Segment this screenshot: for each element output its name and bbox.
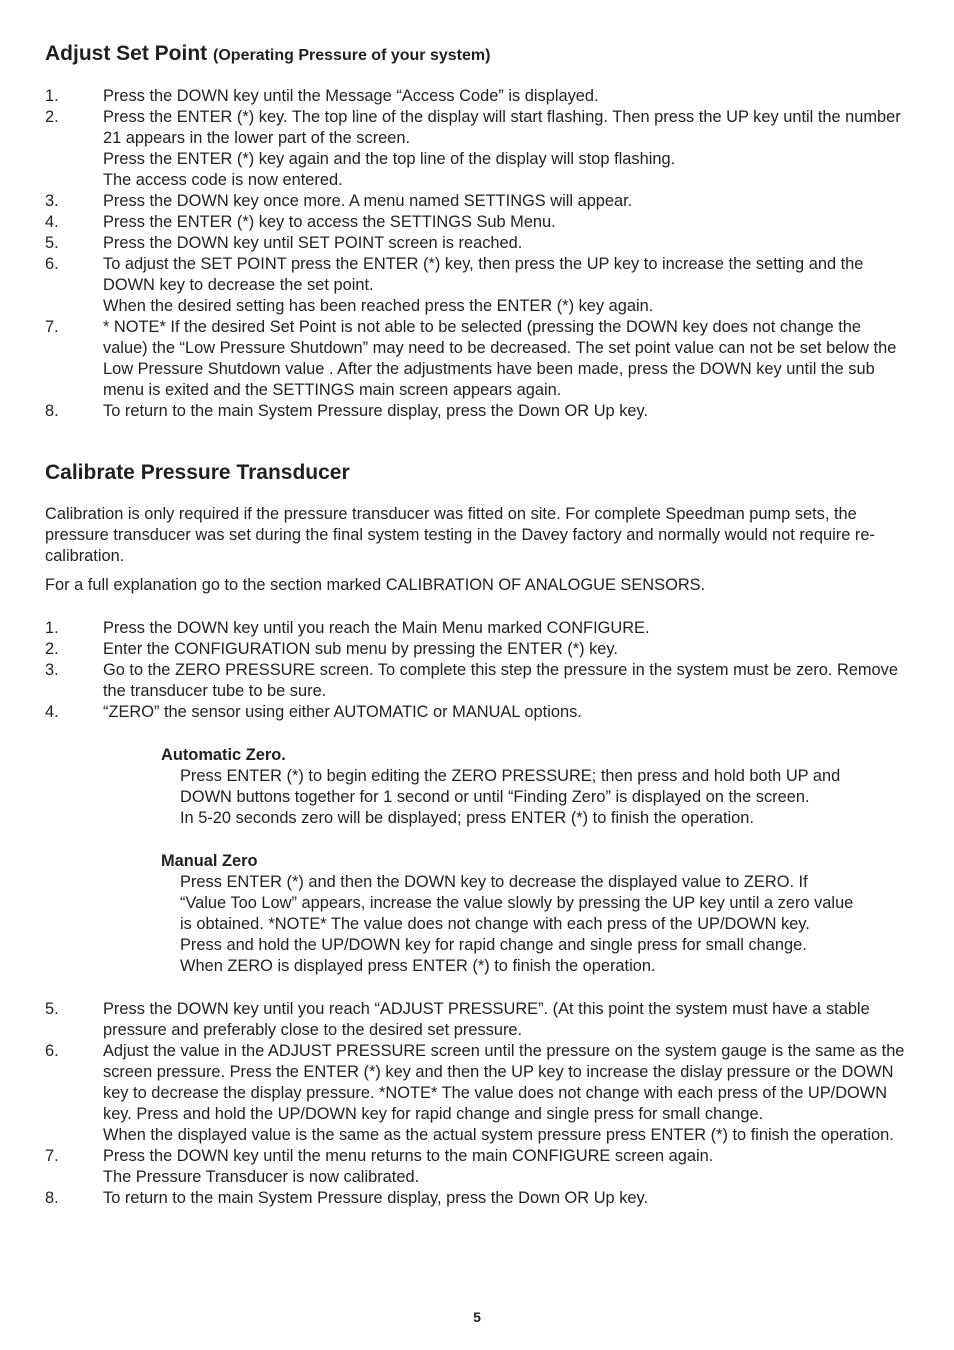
list-item — [45, 191, 910, 212]
step-text: Enter the CONFIGURATION sub menu by pressing the ENTER (*) key. — [103, 640, 618, 658]
list-item — [45, 999, 910, 1041]
step-number: 3. — [45, 192, 59, 210]
step-text: Press the ENTER (*) key to access the SETTINGS Sub Menu. — [103, 213, 556, 231]
list-item — [45, 212, 910, 233]
list-item — [45, 702, 910, 723]
automatic-zero-block — [45, 745, 910, 829]
list-item — [45, 1188, 910, 1209]
step-text: Press the DOWN key until you reach the Main Menu marked CONFIGURE. — [103, 619, 650, 637]
section-adjust-set-point — [45, 40, 910, 70]
step-number: 2. — [45, 640, 59, 658]
step-number: 1. — [45, 87, 59, 105]
list-item — [45, 1146, 910, 1188]
step-text: Press the ENTER (*) key. The top line of the display will start flashing. Then press the UP key until the number 21 appears in the lower part of the screen. — [103, 108, 901, 147]
step-number: 6. — [45, 255, 59, 273]
step-text: Press the DOWN key until the menu returns to the main CONFIGURE screen again. — [103, 1147, 714, 1165]
step-number: 1. — [45, 619, 59, 637]
calibrate-steps-b — [45, 999, 910, 1209]
step-text: When the displayed value is the same as the actual system pressure press ENTER (*) to finish the operation. — [103, 1126, 894, 1144]
steps-list — [45, 999, 910, 1209]
body-line: DOWN buttons together for 1 second or until “Finding Zero” is displayed on the screen. — [180, 788, 810, 806]
step-text: When the desired setting has been reached press the ENTER (*) key again. — [103, 297, 654, 315]
automatic-zero-title: Automatic Zero. — [161, 746, 286, 764]
calibrate-intro — [45, 504, 910, 567]
step-number: 5. — [45, 1000, 59, 1018]
step-text: Go to the ZERO PRESSURE screen. To complete this step the pressure in the system must be zero. Remove the transducer tube to be sure. — [103, 661, 898, 700]
step-number: 5. — [45, 234, 59, 252]
step-number: 6. — [45, 1042, 59, 1060]
step-number: 8. — [45, 1189, 59, 1207]
list-item — [45, 317, 910, 401]
step-text: “ZERO” the sensor using either AUTOMATIC or MANUAL options. — [103, 703, 582, 721]
body-line: “Value Too Low” appears, increase the value slowly by pressing the UP key until a zero value — [180, 894, 854, 912]
body-line: is obtained. *NOTE* The value does not change with each press of the UP/DOWN key. — [180, 915, 810, 933]
step-number: 7. — [45, 1147, 59, 1165]
body-line: Press ENTER (*) to begin editing the ZERO PRESSURE; then press and hold both UP and — [180, 767, 841, 785]
intro-paragraph: Calibration is only required if the pressure transducer was fitted on site. For complete Speedman pump sets, the pressure transducer was set during the final system testing in the Davey factory and normally would not require re-calibration. — [45, 505, 875, 565]
steps-list — [45, 86, 910, 422]
step-number: 7. — [45, 318, 59, 336]
body-line: Press and hold the UP/DOWN key for rapid change and single press for small change. — [180, 936, 807, 954]
list-item — [45, 639, 910, 660]
step-text: To adjust the SET POINT press the ENTER (*) key, then press the UP key to increase the setting and the DOWN key to decrease the set point. — [103, 255, 864, 294]
manual-zero-title: Manual Zero — [161, 852, 258, 870]
list-item — [45, 233, 910, 254]
step-text: Press the DOWN key once more. A menu named SETTINGS will appear. — [103, 192, 633, 210]
section-heading: Calibrate Pressure Transducer — [45, 461, 350, 484]
step-text: * NOTE* If the desired Set Point is not able to be selected (pressing the DOWN key does not change the value) the “Low Pressure Shutdown” may need to be decreased. The set point value can not be set below the Low Pressure Shutdown value . After the adjustments have been made, press the DOWN key until the sub menu is exited and the SETTINGS main screen appears again. — [103, 318, 897, 399]
step-text: Press the ENTER (*) key again and the top line of the display will stop flashing. — [103, 150, 676, 168]
body-line: In 5-20 seconds zero will be displayed; press ENTER (*) to finish the operation. — [180, 809, 754, 827]
step-text: Adjust the value in the ADJUST PRESSURE screen until the pressure on the system gauge is the same as the screen pressure. Press the ENTER (*) key and then the UP key to increase the dislay pressure or the DOWN key to decrease the display pressure. *NOTE* The value does not change with each press of the UP/DOWN key. Press and hold the UP/DOWN key for rapid change and single press for small change. — [103, 1042, 905, 1123]
step-number: 8. — [45, 402, 59, 420]
step-text: To return to the main System Pressure display, press the Down OR Up key. — [103, 402, 649, 420]
heading-subtitle: (Operating Pressure of your system) — [213, 47, 491, 64]
step-text: Press the DOWN key until the Message “Access Code” is displayed. — [103, 87, 599, 105]
body-line: Press ENTER (*) and then the DOWN key to decrease the displayed value to ZERO. If — [180, 873, 808, 891]
page-number: 5 — [473, 1309, 481, 1325]
section-heading — [45, 40, 910, 70]
step-text: Press the DOWN key until SET POINT screen is reached. — [103, 234, 523, 252]
calibrate-intro2 — [45, 575, 910, 596]
steps-list — [45, 618, 910, 723]
step-number: 3. — [45, 661, 59, 679]
manual-zero-body — [180, 872, 910, 977]
list-item — [45, 401, 910, 422]
calibrate-steps-a — [45, 618, 910, 723]
list-item — [45, 660, 910, 702]
automatic-zero-body — [180, 766, 910, 829]
list-item — [45, 618, 910, 639]
heading-title: Adjust Set Point — [45, 42, 208, 65]
step-number: 4. — [45, 703, 59, 721]
list-item — [45, 254, 910, 317]
step-number: 4. — [45, 213, 59, 231]
section-calibrate — [45, 459, 910, 487]
body-line: When ZERO is displayed press ENTER (*) to finish the operation. — [180, 957, 656, 975]
step-text: The Pressure Transducer is now calibrated. — [103, 1168, 420, 1186]
intro-paragraph-2: For a full explanation go to the section marked CALIBRATION OF ANALOGUE SENSORS. — [45, 576, 706, 594]
list-item — [45, 86, 910, 107]
step-number: 2. — [45, 108, 59, 126]
step-text: To return to the main System Pressure display, press the Down OR Up key. — [103, 1189, 649, 1207]
step-text: Press the DOWN key until you reach “ADJUST PRESSURE”. (At this point the system must have a stable pressure and preferably close to the desired set pressure. — [103, 1000, 870, 1039]
set-point-steps — [45, 86, 910, 422]
list-item — [45, 107, 910, 191]
list-item — [45, 1041, 910, 1146]
manual-zero-block — [45, 851, 910, 977]
step-text: The access code is now entered. — [103, 171, 343, 189]
